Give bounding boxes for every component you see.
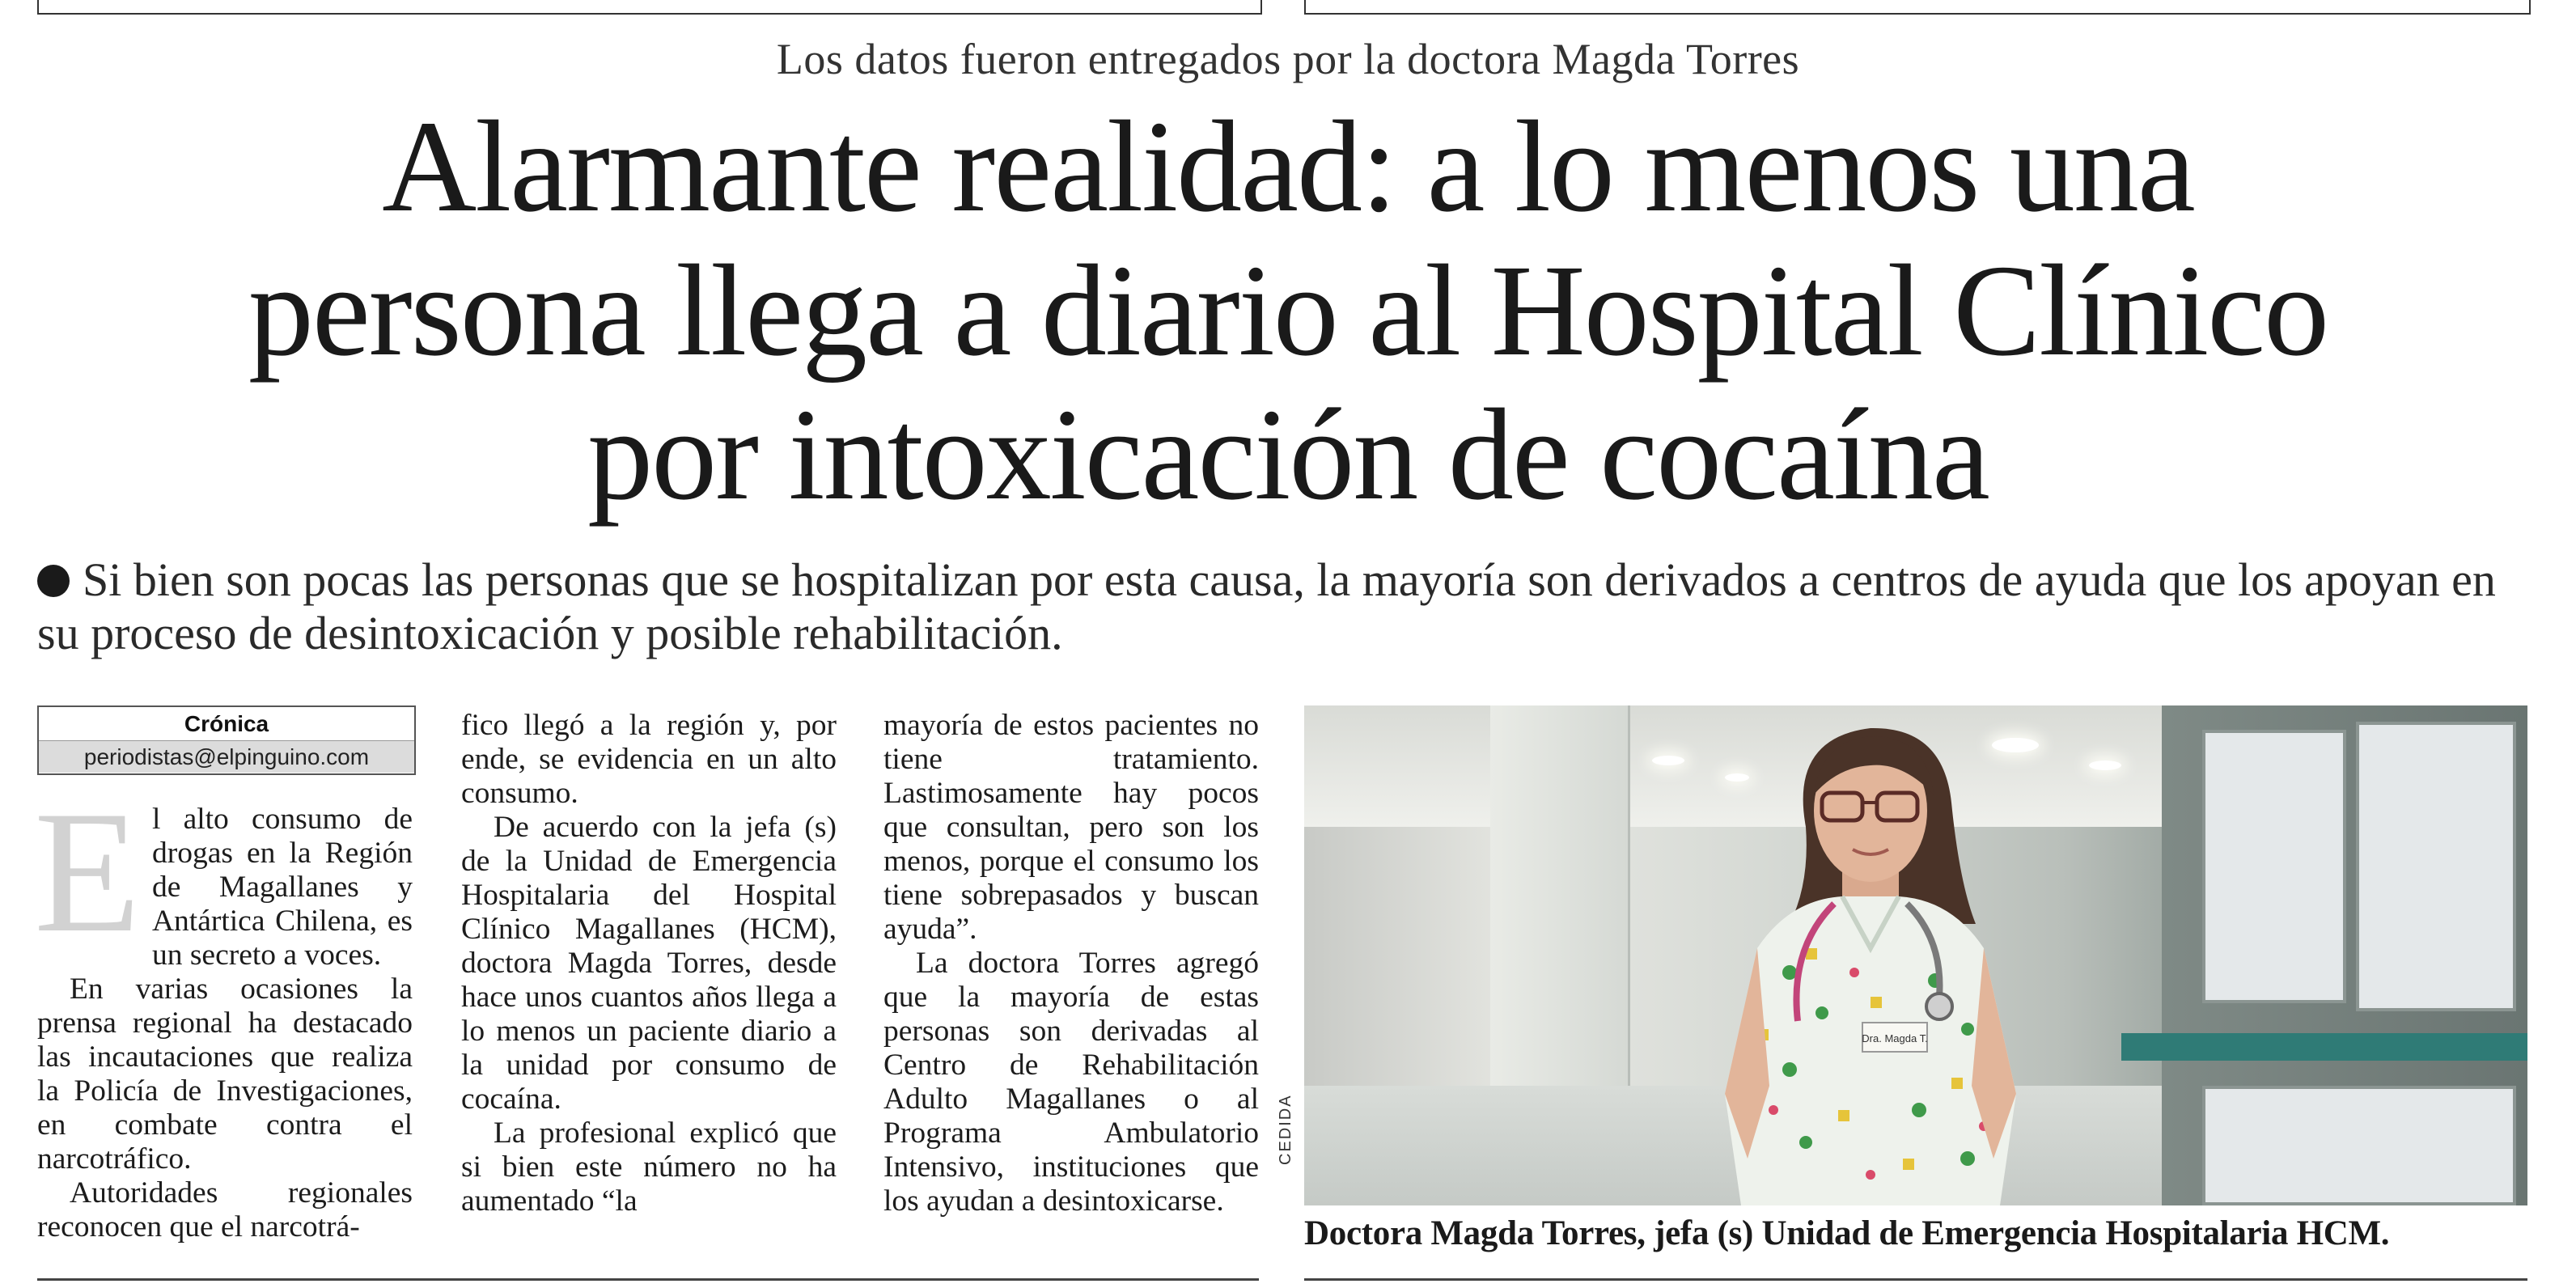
photo-credit: CEDIDA xyxy=(1277,1094,1294,1165)
headline-line-1: Alarmante realidad: a lo menos una xyxy=(382,95,2194,239)
paragraph: mayoría de estos pacientes no tiene tratamiento. Lastimosamente hay pocos que consultan, pero son los menos, porque el consumo los tiene sobrepasados y buscan ayuda”. xyxy=(883,709,1259,946)
name-badge: Dra. Magda T. xyxy=(1862,1032,1928,1044)
standfirst-text: Si bien son pocas las personas que se hospitalizan por esta causa, la mayoría son derivados a centros de ayuda que los apoyan en su proceso de desintoxicación y posible rehabilitación. xyxy=(37,553,2496,659)
byline-section: Crónica xyxy=(184,711,269,736)
column-3 xyxy=(883,709,1259,1218)
paragraph: La doctora Torres agregó que la mayoría de estas personas son derivadas al Centro de Rehabilitación Adulto Magallanes o al Programa Ambulatorio Intensivo, instituciones que los ayudan a desintoxicarse. xyxy=(883,947,1259,1218)
bottom-rule-right xyxy=(1304,1278,2527,1281)
drop-cap: E xyxy=(34,775,141,968)
paragraph: Autoridades regionales reconocen que el narcotrá- xyxy=(37,1176,413,1244)
kicker: Los datos fueron entregados por la doctora Magda Torres xyxy=(776,35,1800,83)
byline-box xyxy=(37,705,416,775)
paragraph-text: l alto consumo de drogas en la Región de Magallanes y Antártica Chilena, es un secreto a voces. xyxy=(151,803,413,972)
paragraph: De acuerdo con la jefa (s) de la Unidad de Emergencia Hospitalaria del Hospital Clínico Magallanes (HCM), doctora Magda Torres, desde hace unos cuantos años llega a lo menos un paciente diario a la unidad por consumo de cocaína. xyxy=(461,811,837,1116)
doctor-figure xyxy=(1304,705,2527,1205)
article-photo xyxy=(1304,705,2527,1205)
bullet-icon xyxy=(37,565,70,597)
paragraph: En varias ocasiones la prensa regional ha destacado las incautaciones que realiza la Policía de Investigaciones, en combate contra el narcotráfico. xyxy=(37,972,413,1176)
top-frame-left xyxy=(37,0,1262,15)
byline-email[interactable]: periodistas@elpinguino.com xyxy=(39,740,414,773)
paragraph: La profesional explicó que si bien este número no ha aumentado “la xyxy=(461,1116,837,1218)
paragraph xyxy=(34,775,413,972)
top-frame-right xyxy=(1304,0,2531,15)
bottom-rule-left xyxy=(37,1278,1259,1281)
headline-line-2: persona llega a diario al Hospital Clínico xyxy=(248,239,2328,383)
paragraph: fico llegó a la región y, por ende, se evidencia en un alto consumo. xyxy=(461,709,837,810)
column-2 xyxy=(461,709,837,1218)
standfirst xyxy=(37,553,2537,660)
photo-caption: Doctora Magda Torres, jefa (s) Unidad de Emergencia Hospitalaria HCM. xyxy=(1304,1214,2390,1252)
column-1 xyxy=(34,775,413,1244)
headline-line-3: por intoxicación de cocaína xyxy=(587,383,1989,527)
headline xyxy=(49,95,2527,527)
